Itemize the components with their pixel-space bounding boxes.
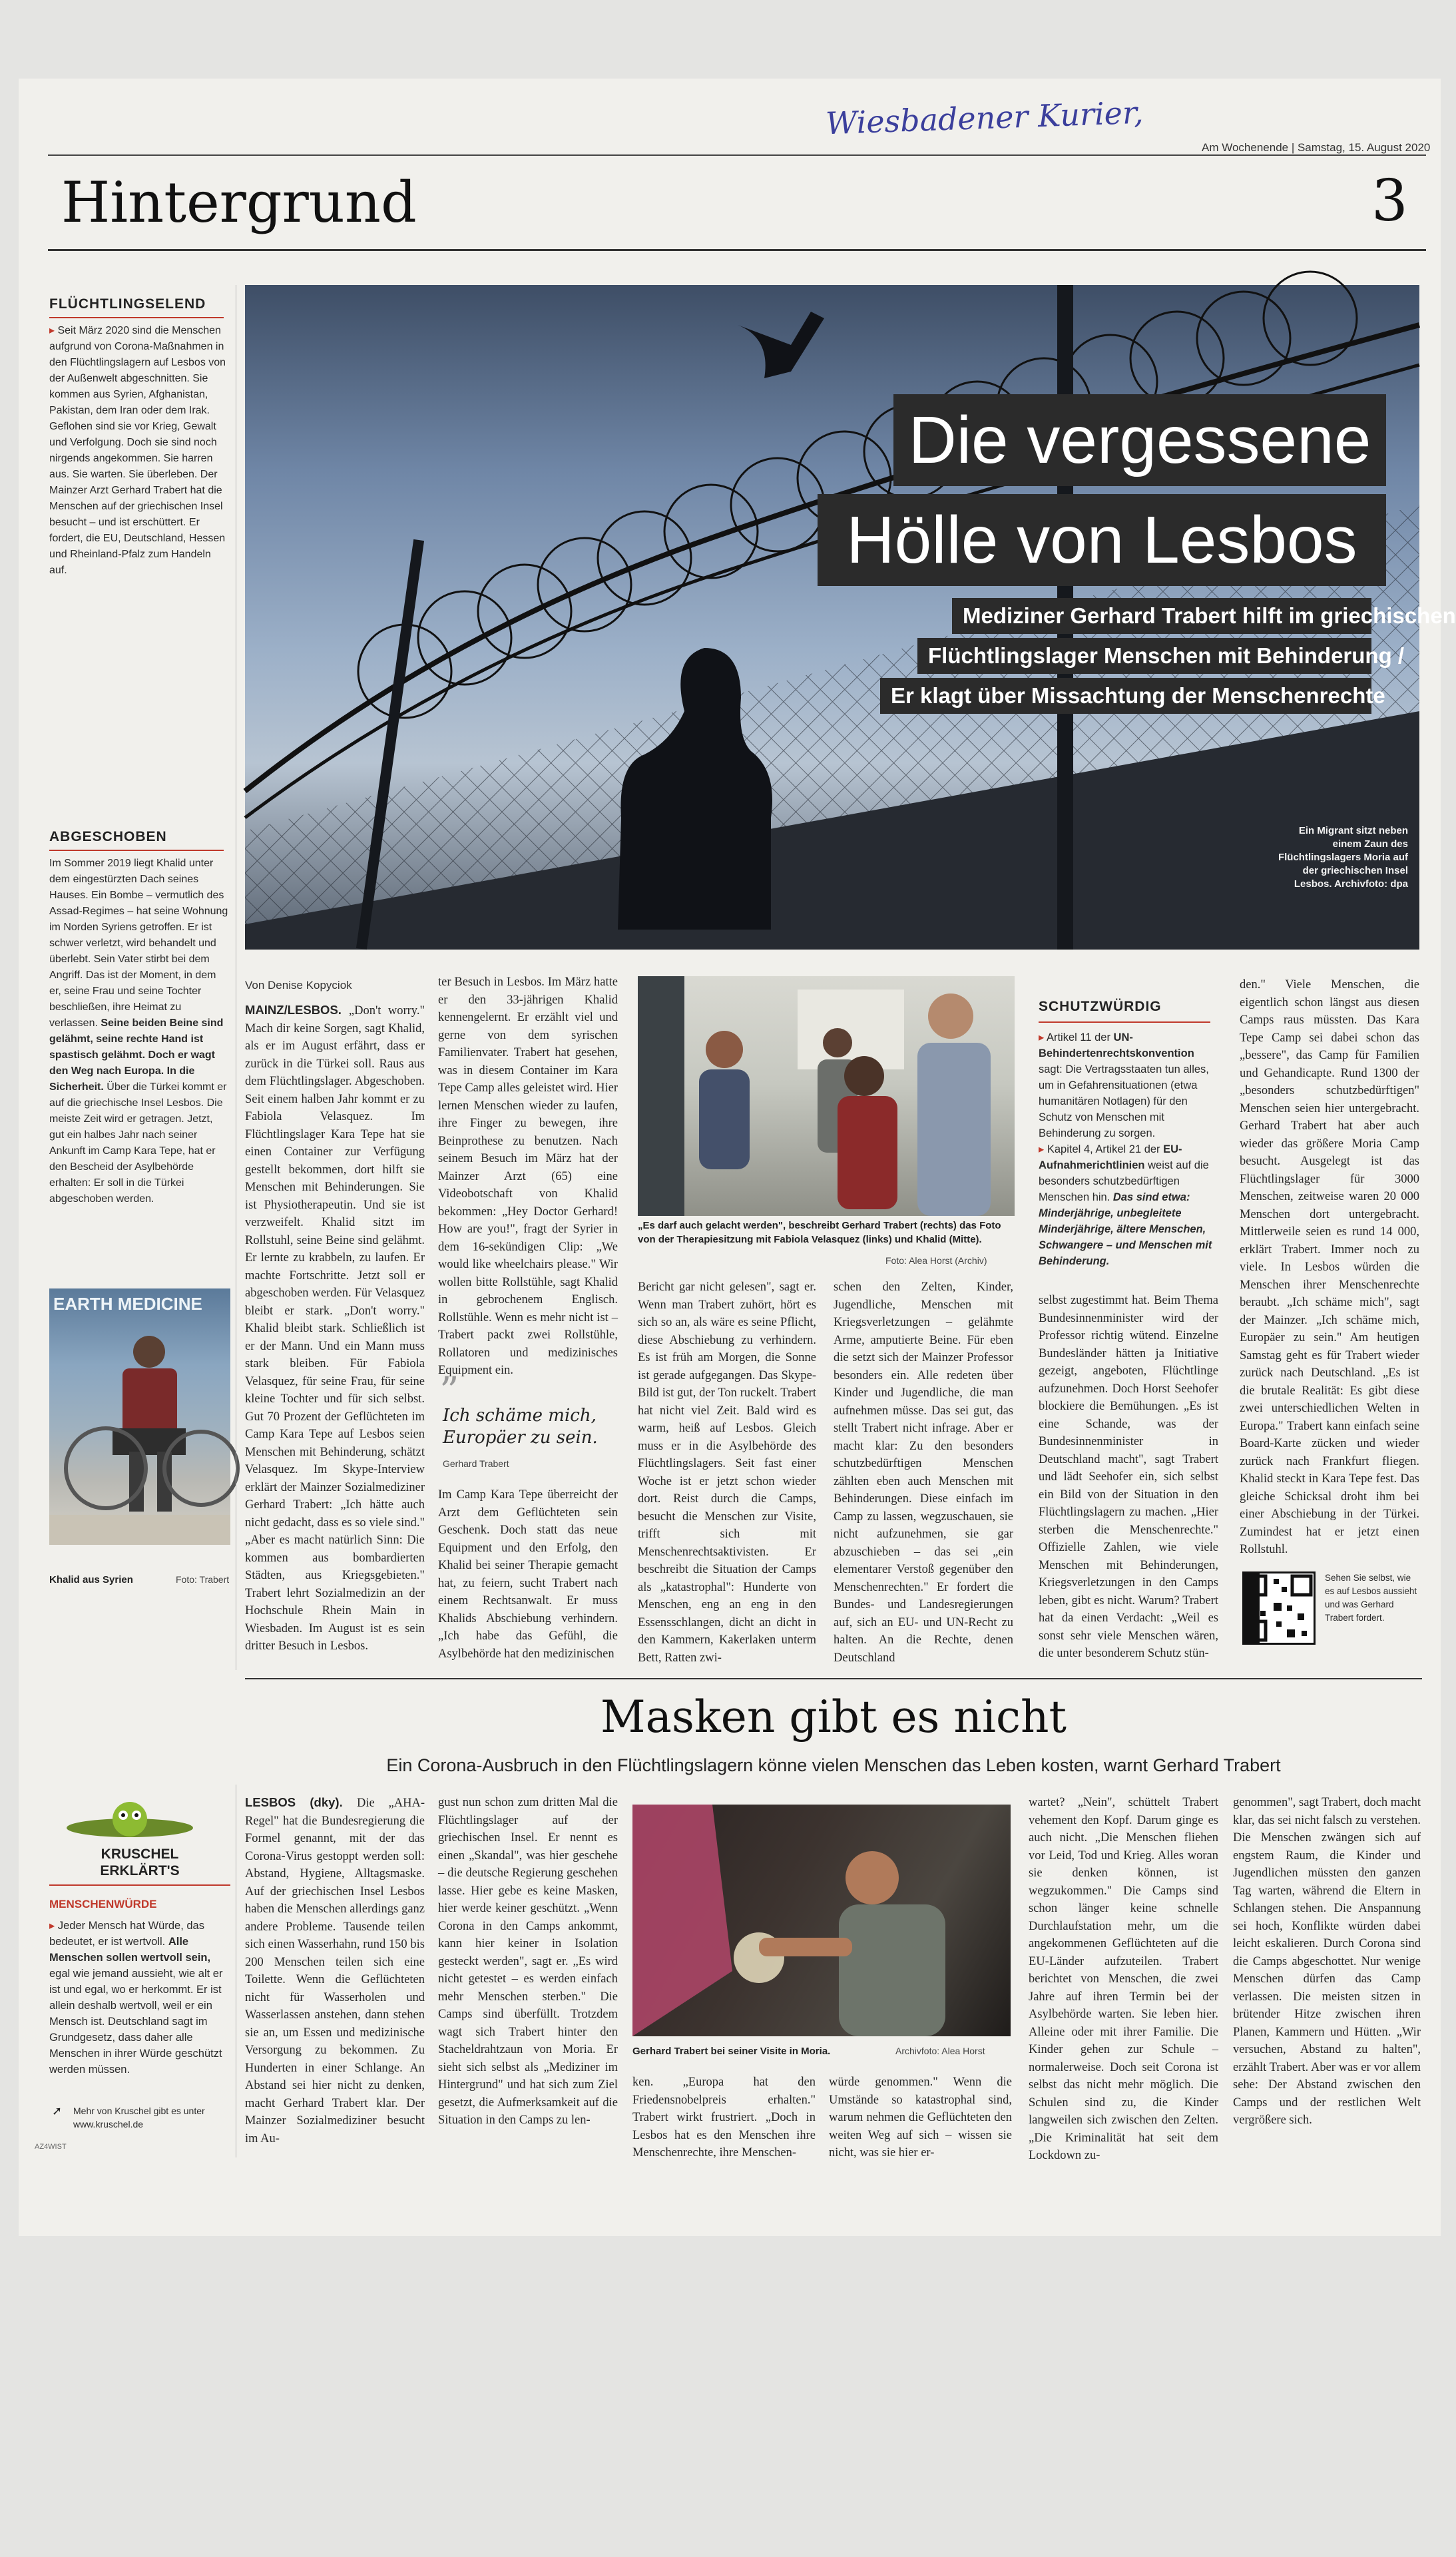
kruschel-red-rule	[49, 1884, 230, 1886]
trabert-photo-caption: Gerhard Trabert bei seiner Visite in Moria.	[632, 2046, 831, 2057]
khalid-wheelchair-photo	[49, 1288, 230, 1545]
second-col-2: gust nun schon zum dritten Mal die Flüchtlingslager auf der griechischen Insel. Er nennt es einen „Skandal", was hier geschehe – die deutsche Regierung geschehen lasse. Hier gebe es keine Masken, hier werde keiner geschützt. „Wenn Corona in den Camps ankommt, kann hier keiner in Isolation gesteckt werden", sagt er. „Es wird nicht getestet – es werden einfach mehr Menschen sterben." Die Camps sind überfüllt. Trotzdem wagt sich Trabert hinter den Stacheldrahtzaun von Moria. Er sieht sich selbst als „Mediziner im Hintergrund" und hat sich zum Ziel gesetzt, die Aufmerksamkeit auf die Situation in den Camps zu len-	[438, 1796, 618, 2127]
pull-quote-author: Gerhard Trabert	[443, 1458, 509, 1469]
khalid-photo-caption: Khalid aus Syrien	[49, 1574, 133, 1585]
bullet-triangle-icon: ▸	[49, 325, 58, 336]
lead-subheadline-line-2: Flüchtlingslager Menschen mit Behinderung /	[917, 638, 1371, 674]
qr-code-text: Sehen Sie selbst, wie es auf Lesbos aussieht und was Gerhard Trabert fordert.	[1325, 1573, 1417, 1623]
lead-subheadline-line-1: Mediziner Gerhard Trabert hilft im griechischen	[952, 598, 1371, 634]
kruschel-mascot-icon	[60, 1798, 200, 1845]
lead-col-2-top: ter Besuch in Lesbos. Im März hatte er den 33-jährigen Khalid kennengelernt. Er erzählt viel und gerne von dem syrischen Familienvater. Trabert hat gesehen, was in diesem Container im Kara Tepe Camp alles geleistet wird. Hier lernen Menschen wieder zu laufen, ihre Finger zu bewegen, ihre Beinprothese zu benutzen. Nach seinem Besuch im März hat der Mainzer Arzt (65) eine Videobotschaft von Khalid bekommen: „Hey Doctor Gerhard! How are you!", fragt der Syrier in dem 16-sekündigen Clip: „We would like wheelchairs please." Wir wollen bitte Rollstühle, sagt Khalid in gebrochenem Englisch. Rollstühle. Wenn es mehr nicht ist – Trabert packt zwei Rollstühle, Rollatoren und medizinisches Equipment ein.	[438, 976, 618, 1377]
second-story-headline: Masken gibt es nicht	[601, 1691, 1067, 1743]
lead-subheadline-line-3: Er klagt über Missachtung der Menschenrechte	[880, 678, 1371, 714]
second-col-6: genommen", sagt Trabert, doch macht klar, das sei nicht falsch zu verstehen. Die Menschen zwängen sich auf engstem Raum, die Kinder und Jugendlichen müssten den ganzen Tag warten, während die Eltern in Schlangen stehen. Die Anspannung sei hoch, Konflikte würden dabei leicht eskalieren. Durch Corona sind die Camps abgeschottet. Nur wenige Menschen dürfen das Camp verlassen. Die meisten sitzen in brütender Hitze zwischen ihren Planen, Kammern und Hütten. „Wir versuchen, Abstand zu halten", erzählt Trabert. Aber was er vor allem sehe: Der Abstand zwischen den Camps und der restlichen Welt vergrößere sich.	[1233, 1796, 1421, 2127]
lead-photo-caption: Ein Migrant sitzt neben einem Zaun des Flüchtlingslagers Moria auf der griechischen Insel Lesbos. Archivfoto: dpa	[1278, 825, 1408, 890]
masthead-bottom-rule	[48, 249, 1426, 251]
second-story-subheadline: Ein Corona-Ausbruch in den Flüchtlingslagern könne vielen Menschen das Leben kosten, warnt Gerhard Trabert	[386, 1755, 1281, 1775]
khalid-photo-credit: Foto: Trabert	[176, 1574, 230, 1585]
story-divider-rule	[245, 1678, 1422, 1679]
arrow-icon: ➚	[52, 2104, 63, 2118]
lead-col-4: schen den Zelten, Kinder, Jugendliche, Menschen mit Kriegsverletzungen – gelähmte Arme, amputierte Beine. Für eben die setzt sich der Mainzer Professor besonders ein. Alle redeten über Kinder und Jugendliche, die man aufnehmen müsse. Das sei gut, das stellt Trabert nicht infrage. Aber er macht klar: Zu den besonders schutzbedürftigen Menschen zählten eben auch Menschen mit Behinderungen. Diese einfach im Camp zu lassen, wegzuschauen, sie nicht aufzunehmen, sie gar abzuschieben – das sei „ein elementarer Verstoß gegenüber den Menschenrechten." Er fordert die Bundes- und Landesregierungen auf, sich an EU- und UN-Recht zu halten. An die Rechte, denen Deutschland	[834, 1280, 1013, 1665]
lead-col-6: den." Viele Menschen, die eigentlich schon längst aus diesen Camps raus müssten. Das Kara Tepe Camp sei dabei schon das „bessere", das Camp für Familien und Gehandicapte. Rund 1300 der „besonders schutzbedürftigen" Menschen seien hier untergebracht. Gerhard Trabert hat aber auch wieder das größere Moria Camp besucht. Ausgelegt ist das Flüchtlingslager für 3000 Menschen, zeitweise waren 20 000 Menschen dort untergebracht. Mittlerweile seien es rund 14 000, erklärt Trabert. Immer noch zu viele. In Lesbos würden die Menschen ihrer Menschenrechte beraubt. „Ich schäme mich", sagt der Mainzer. „Ich schäme mich, Europäer zu sein." Am heutigen Samstag geht es für Trabert wieder zurück nach Deutschland. „Es ist die brutale Realität: Es gibt diese zwei unterschiedlichen Welten in Europa." Trabert kann einfach seine Board-Karte zücken und wieder zurück nach Frankfurt fliegen. Khalid steckt in Kara Tepe fest. Das gleiche Schicksal droht ihm bei einer Abschiebung in der Türkei. Zumindest hat er jetzt einen Rollstuhl.	[1240, 978, 1419, 1556]
man-in-wheelchair-illustration	[49, 1288, 230, 1545]
lead-col-3: Bericht gar nicht gelesen", sagt er. Wenn man Trabert zuhört, hört es sich so an, als wäre es seine Pflicht, diese Abschiebung zu verhindern. Es ist früh am Morgen, die Sonne ist gerade aufgegangen. Das Skype-Bild ist gut, der Ton ruckelt. Trabert hat nicht viel Zeit. Bald wird es warm, heiß auf Lesbos. Gleich muss er in die Asylbehörde des Flüchtlingslagers. Seit fast einer Woche ist er jetzt schon wieder dort. Reist durch die Camps, besucht die Menschen zur Visite, trifft sich mit Menschenrechtsaktivisten. Er beschreibt die Situation der Camps als „katastrophal": Hunderte von Menschen, eng an eng in den Essensschlangen, dicht an dicht in den Kammern, Kakerlaken unterm Bett, Ratten zwi-	[638, 1280, 816, 1665]
sidebar-text-abgeschoben: Im Sommer 2019 liegt Khalid unter dem eingestürzten Dach seines Hauses. Ein Bombe – vermutlich des Assad-Regimes – hat seine Wohnung im Norden Syriens getroffen. Er ist schwer verletzt, wird behandelt und überlebt. Sein Vater stirbt bei dem Angriff. Das ist der Moment, in dem er, seine Frau und seine Tochter beschließen, ihre Heimat zu verlassen. Seine beiden Beine sind gelähmt, seine rechte Hand ist spastisch gelähmt. Doch er wagt den Weg nach Europa. In die Sicherheit. Über die Türkei kommt er auf die griechische Insel Lesbos. Die meiste Zeit wird er getragen. Jetzt, gut ein halbes Jahr nach seiner Ankunft im Camp Kara Tepe, hat er den Bescheid der Asylbehörde erhalten: Er soll in die Türkei abgeschoben werden.	[49, 858, 228, 1205]
inset-photo-caption: „Es darf auch gelacht werden", beschreibt Gerhard Trabert (rechts) das Foto von der Therapiesitzung mit Fabiola Velasquez (links) und Khalid (Mitte).	[638, 1220, 1001, 1245]
kruschel-title: KRUSCHEL ERKLÄRT'S	[100, 1847, 180, 1878]
sidebar-title-fluechtlingselend: FLÜCHTLINGSELEND	[49, 296, 206, 312]
sidebar-text-fluechtlingselend: ▸ Seit März 2020 sind die Menschen aufgrund von Corona-Maßnahmen in den Flüchtlingslagern auf Lesbos von der Außenwelt abgeschnitten. Sie kommen aus Syrien, Afghanistan, Pakistan, dem Iran oder dem Irak. Geflohen sind sie vor Krieg, Gewalt und Verfolgung. Doch sie sind noch nirgends angekommen. Sie harren aus. Sie warten. Sie überleben. Der Mainzer Arzt Gerhard Trabert hat die Menschen auf der griechischen Insel besucht – und ist erschüttert. Er fordert, die EU, Deutschland, Hessen und Rheinland-Pfalz zum Handeln auf.	[49, 325, 226, 576]
lead-col-2-bottom: Im Camp Kara Tepe überreicht der Arzt dem Geflüchteten sein Geschenk. Doch statt das neue Equipment und den Erfolg, den Khalid bei seiner Therapie gemacht hat, zu feiern, sucht Trabert nach einem Rechtsanwalt. Er muss Khalids Abschiebung verhindern. „Ich habe das Gefühl, die Asylbehörde hat den medizinischen	[438, 1488, 618, 1661]
inset-photo-credit: Foto: Alea Horst (Archiv)	[885, 1255, 987, 1266]
therapy-people-illustration	[638, 976, 1015, 1216]
sidebar-red-rule	[49, 317, 224, 318]
trabert-visit-photo	[632, 1805, 1011, 2036]
trabert-photo-credit: Archivfoto: Alea Horst	[895, 2046, 985, 2056]
lead-headline-line-1: Die vergessene	[893, 394, 1386, 486]
infobox-title: SCHUTZWÜRDIG	[1039, 999, 1162, 1014]
bullet-triangle-icon: ▸	[1039, 1143, 1047, 1155]
qr-code-icon[interactable]	[1242, 1571, 1316, 1645]
second-col-5: wartet? „Nein", schüttelt Trabert vehement den Kopf. Darum ginge es auch nicht. „Die Menschen fliehen vor Leid, Tod und Krieg. Alles woran sie denken können, ist wegzukommen." Die Camps sind schon länger keine schnelle Durchlaufstation mehr, um die angekommenen Geflüchteten auf die EU-Länder aufzuteilen. Trabert berichtet von Menschen, die zwei Jahre auf ihren Termin bei der Asylbehörde warten. Sie leben hier. Alleine oder mit ihrer Familie. Die Kinder gehen zur Schule – normalerweise. Doch seit Corona ist selbst das nicht mehr möglich. Die Schulen sind zu, die Kinder langweilen sich zwischen den Zelten. „Die Kriminalität hat seit dem Lockdown zu-	[1029, 1796, 1218, 2162]
second-col-4: würde genommen." Wenn die Umstände so katastrophal sind, warum nehmen die Geflüchteten den weiten Weg auf sich – wissen sie nicht, was sie hier er-	[829, 2076, 1012, 2159]
second-col-3: ken. „Europa hat den Friedensnobelpreis erhalten." Trabert wirkt frustriert. „Doch in Lesbos hat es den Menschen ihre Menschenrechte, ihre Menschen-	[632, 2076, 816, 2159]
kruschel-link[interactable]: Mehr von Kruschel gibt es unter www.kruschel.de	[73, 2106, 205, 2130]
kruschel-topic: MENSCHENWÜRDE	[49, 1898, 157, 1910]
handwritten-source-note: Wiesbadener Kurier,	[825, 94, 1144, 142]
edition-date: Am Wochenende | Samstag, 15. August 2020	[1202, 141, 1431, 154]
qr-pattern-icon	[1244, 1573, 1314, 1643]
byline: Von Denise Kopyciok	[245, 979, 352, 992]
bullet-triangle-icon: ▸	[49, 1920, 58, 1932]
infobox-text: ▸ Artikel 11 der UN-Behindertenrechtskonvention sagt: Die Vertragsstaaten tun alles, um in Gefahrensituationen (etwa humanitären Notlagen) für den Schutz von Menschen mit Behinderung zu sorgen. ▸ Kapitel 4, Artikel 21 der EU-Aufnahmerichtlinien weist auf die besonders schutzbedürftigen Menschen hin. Das sind etwa: Minderjährige, unbegleitete Minderjährige, ältere Menschen, Schwangere – und Menschen mit Behinderung.	[1039, 1031, 1212, 1267]
lead-col-5: selbst zugestimmt hat. Beim Thema Bundesinnenminister wird der Professor richtig wütend. Einzelne Bundesländer hätten ja Initiative gezeigt, angeboten, Flüchtlinge aufzunehmen. Doch Horst Seehofer blockiere die Bemühungen. „Es ist eine Schande, was der Bundesinnenminister in Deutschland macht", sagt Trabert und lädt Seehofer ein, sich selbst ein Bild von der Situation in den Flüchtlingslagern zu machen. „Hier sterben die Menschenrechte." Offizielle Zahlen, wie viele Menschen mit Behinderungen, Kriegsverletzungen in den Camps leben, gibt es nicht. Warum? Trabert hat da einen Verdacht: „Weil es sonst sehr viele Menschen wären, die unter besonderem Schutz stün-	[1039, 1294, 1218, 1660]
visit-scene-illustration	[632, 1805, 1011, 2036]
lead-col-1: MAINZ/LESBOS. „Don't worry." Mach dir keine Sorgen, sagt Khalid, als er im August erfährt, dass er zurück in die Türkei soll. Raus aus dem Flüchtlingslager. Abgeschoben. Seit einem halben Jahr kommt er zu Fabiola Velasquez. Im Flüchtlingslager Kara Tepe hat sie einen Container zur Verfügung gestellt bekommen, dort hilft sie Menschen mit Behinderungen. Sie ist Physiotherapeutin. Und sie ist verzweifelt. Khalid sitzt im Rollstuhl, seine Beine sind gelähmt. Er lernte zu krabbeln, zu laufen. Er machte Fortschritte. Jetzt soll er abgeschoben werden. Für Velasquez bleibt er stark. „Don't worry." Khalid bleibt stark. Schließlich ist er der Mann. Und ein Mann muss stark bleiben. Für Fabiola Velasquez, für seine Frau, für seine kleine Tochter und für sich selbst. Gut 70 Prozent der Geflüchteten im Camp Kara Tepe auf Lesbos seien Menschen mit Behinderung, schätzt Velasquez. Im Skype-Interview erklärt der Mainzer Sozialmediziner Gerhard Trabert: „Ich hätte auch nicht gedacht, dass es so viele sind." „Aber es macht natürlich Sinn: Die kommen aus bombardierten Städten, aus Kriegsgebieten." Trabert lehrt Sozialmedizin an der Hochschule Rhein Main in Wiesbaden. Im August ist es sein dritter Besuch in Lesbos.	[245, 1003, 425, 1653]
masthead-top-rule	[48, 154, 1426, 156]
lead-headline-line-2: Hölle von Lesbos	[818, 494, 1386, 586]
kruschel-text: ▸ Jeder Mensch hat Würde, das bedeutet, er ist wertvoll. Alle Menschen sollen wertvoll sein, egal wie jemand aussieht, wie alt er ist und egal, wo er herkommt. Er ist allein deshalb wertvoll, weil er ein Mensch ist. Deutschland sagt im Grundgesetz, dass daher alle Menschen in ihrer Würde geschützt werden müssen.	[49, 1920, 223, 2076]
section-title: Hintergrund	[61, 170, 417, 235]
therapy-session-photo	[638, 976, 1015, 1216]
bullet-triangle-icon: ▸	[1039, 1031, 1047, 1043]
sidebar-red-rule	[49, 850, 224, 851]
infobox-red-rule	[1039, 1021, 1210, 1023]
pull-quote-mark-icon: ”	[439, 1368, 459, 1414]
page-number: 3	[1371, 168, 1408, 234]
footer-code: AZ4WIST	[35, 2143, 67, 2151]
pull-quote: Ich schäme mich, Europäer zu sein.	[443, 1406, 598, 1448]
mural-sign: EARTH MEDICINE	[53, 1294, 202, 1314]
second-col-1: LESBOS (dky). Die „AHA-Regel" hat die Bundesregierung die Formel genannt, mit der das Corona-Virus gestoppt werden soll: Abstand, Hygiene, Alltagsmaske. Auf der griechischen Insel Lesbos haben die Menschen allerdings ganz andere Probleme. Tausende teilen sich einen Wasserhahn, rund 150 bis 200 Menschen teilen sich eine Toilette. Wenn die Geflüchteten nicht für Wasserholen und Wasserlassen anstehen, dann stehen sie an, um Essen und medizinische Versorgung zu bekommen. Zu Hunderten in einer Schlange. An Abstand sei hier nicht zu denken, macht Gerhard Trabert klar. Der Mainzer Sozialmediziner besucht im Au-	[245, 1795, 425, 2145]
sidebar-title-abgeschoben: ABGESCHOBEN	[49, 829, 167, 844]
